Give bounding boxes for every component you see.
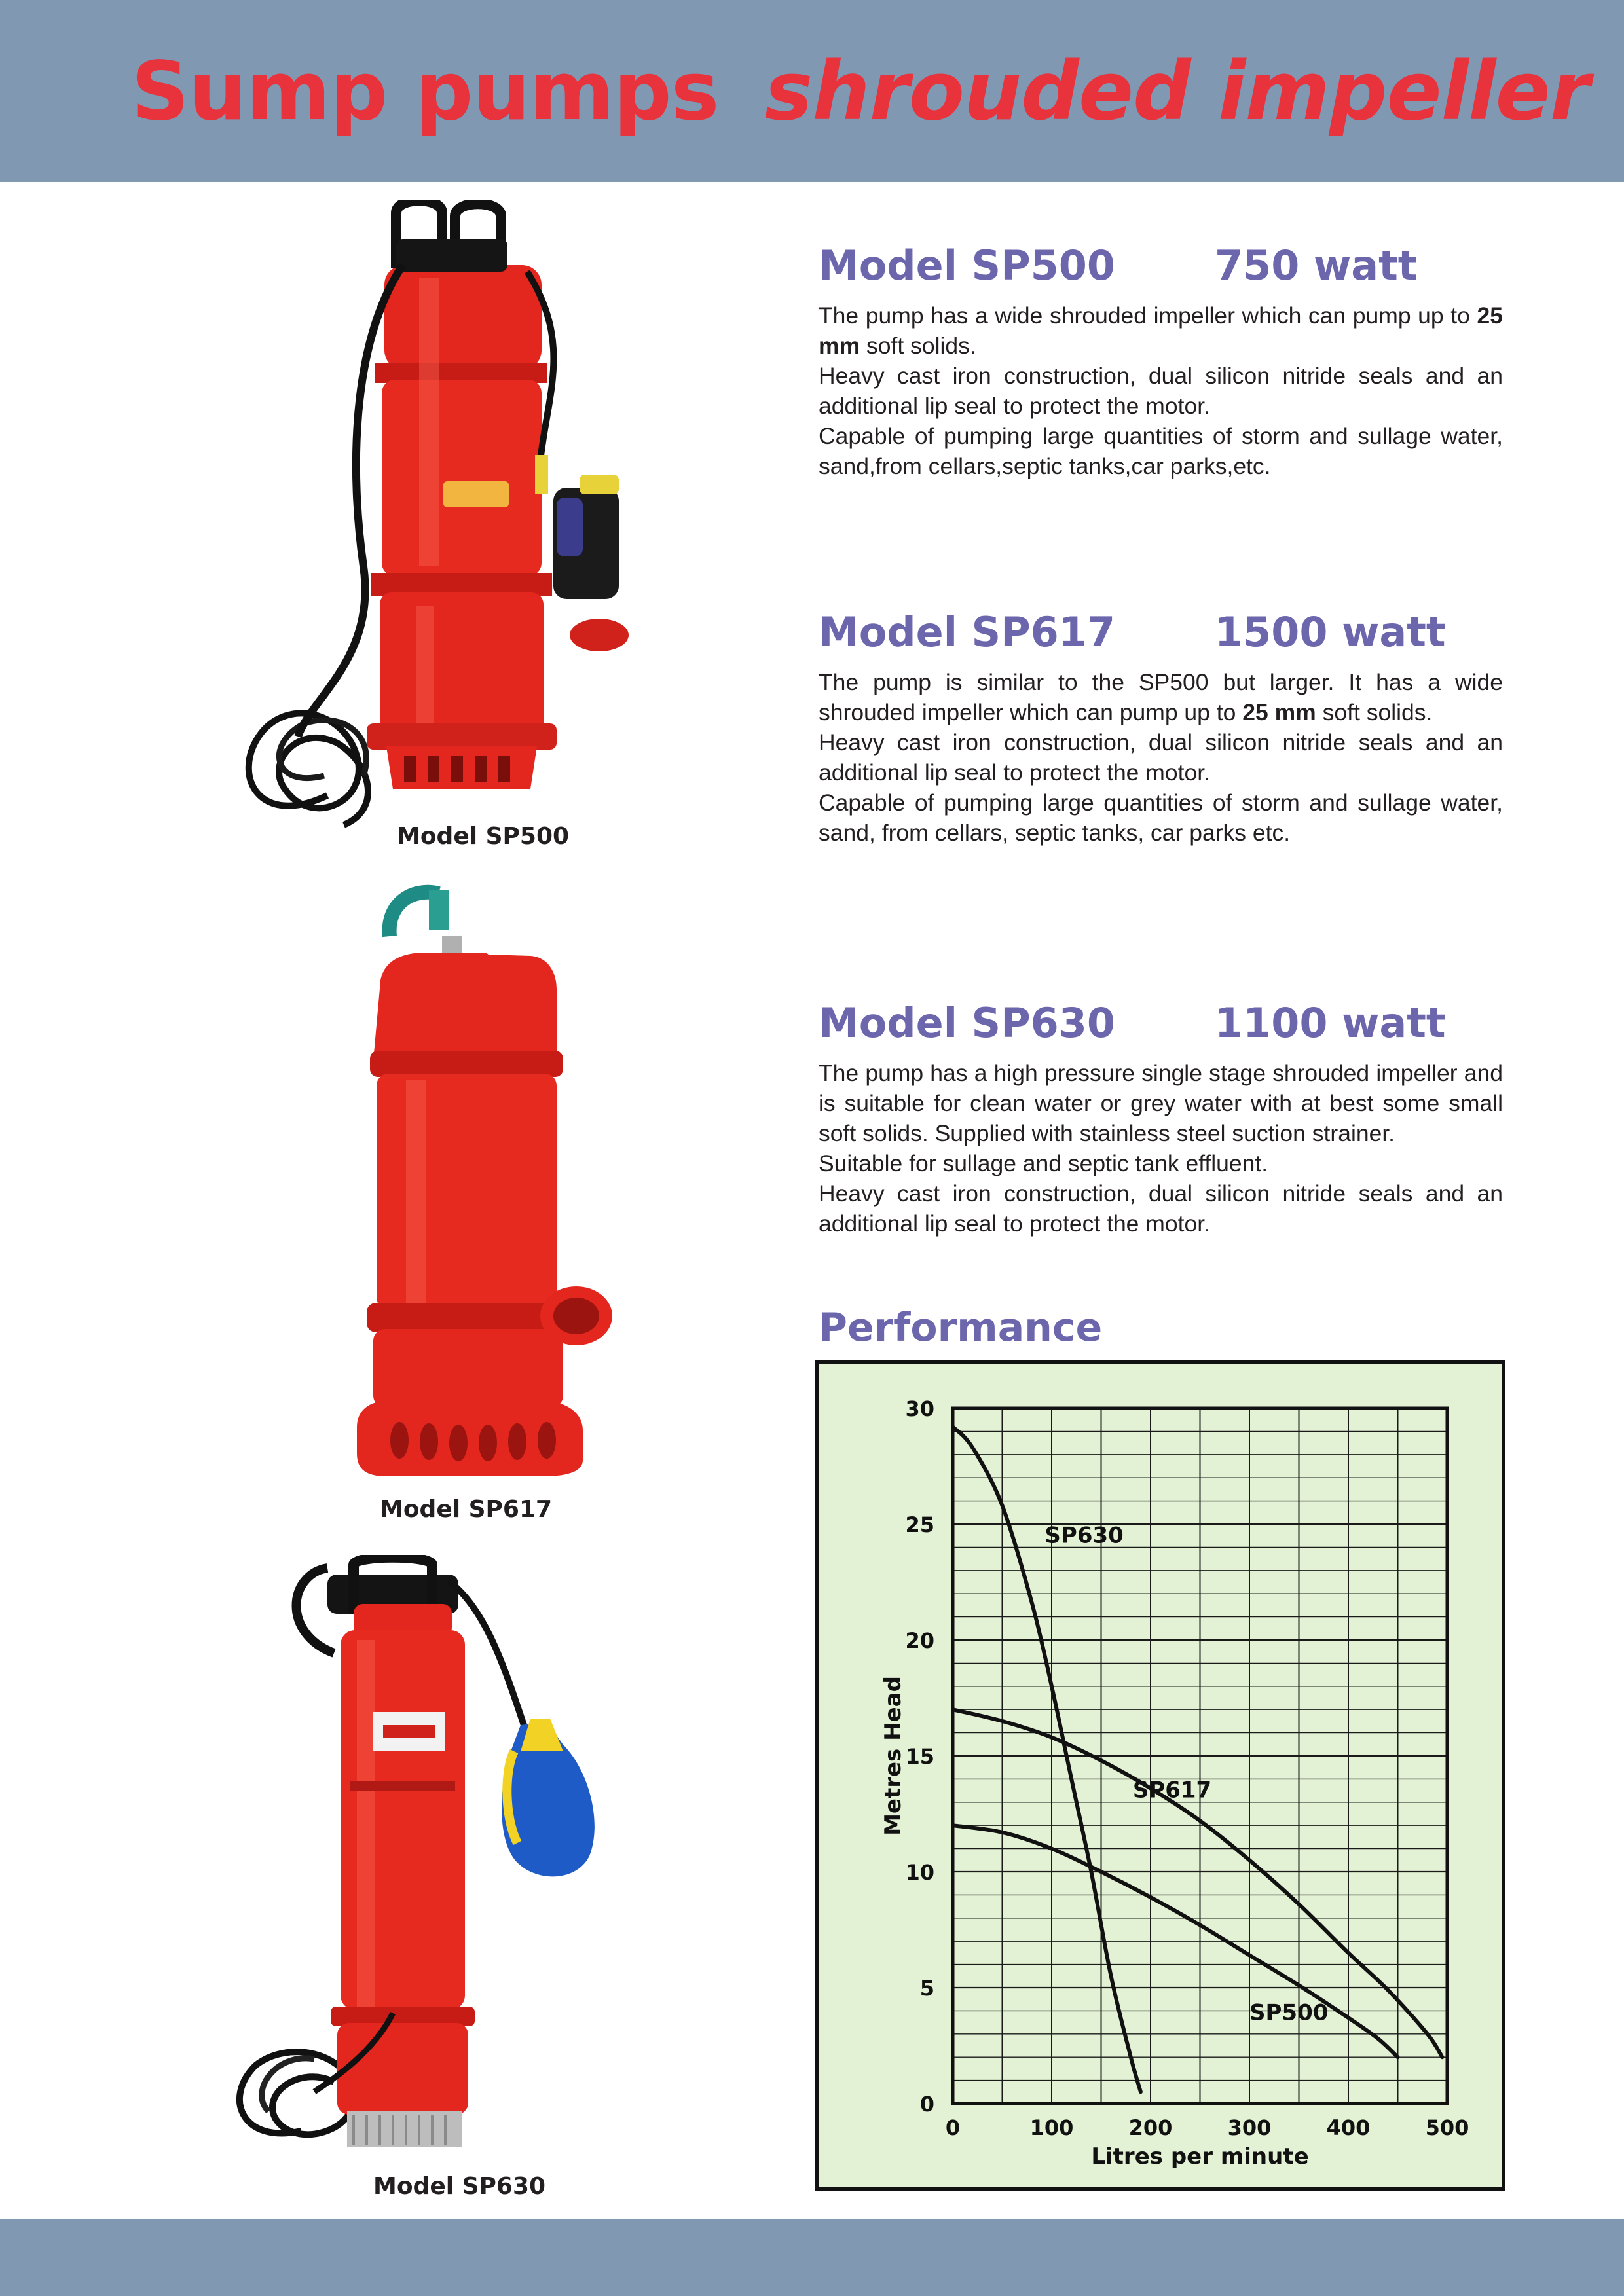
model-description: Capable of pumping large quantities of storm and sullage water, sand,from cellars,septic tanks,car parks,etc. <box>819 423 1503 479</box>
model-sp617-section <box>819 608 1503 848</box>
model-description: Heavy cast iron construction, dual silicon nitride seals and an additional lip seal to protect the motor. <box>819 729 1503 786</box>
photo-caption-sp500: Model SP500 <box>397 823 570 850</box>
y-tick-label: 10 <box>905 1860 934 1885</box>
page-title <box>131 45 1589 139</box>
series-label-sp630: SP630 <box>1044 1522 1124 1549</box>
title-part-1: Sump pumps <box>131 45 719 139</box>
model-description: Heavy cast iron construction, dual silicon nitride seals and an additional lip seal to protect the motor. <box>819 1180 1503 1237</box>
desc-text: The pump has a wide shrouded impeller which can pump up to <box>819 302 1477 329</box>
desc-bold: 25 mm <box>1242 699 1316 725</box>
model-name: Model SP630 <box>819 999 1116 1047</box>
model-power: 1100 watt <box>1215 999 1446 1047</box>
performance-heading: Performance <box>819 1305 1103 1351</box>
desc-text: soft solids. <box>860 333 976 359</box>
model-name: Model SP617 <box>819 608 1116 656</box>
model-heading-sp630 <box>819 999 1503 1047</box>
pump-photo-sp617 <box>341 884 616 1480</box>
model-heading-sp617 <box>819 608 1503 656</box>
x-tick-label: 200 <box>1128 2115 1173 2140</box>
performance-chart-frame <box>815 1360 1505 2191</box>
model-sp630-section <box>819 999 1503 1239</box>
x-tick-label: 0 <box>945 2115 961 2140</box>
model-description <box>819 301 1503 361</box>
model-description: Suitable for sullage and septic tank effluent. <box>819 1150 1268 1176</box>
model-name: Model SP500 <box>819 242 1116 289</box>
desc-text: The pump is similar to the SP500 but larger. It has a wide shrouded impeller which can pump up to <box>819 669 1503 725</box>
y-tick-label: 5 <box>919 1976 934 2001</box>
footer-band <box>0 2219 1624 2296</box>
x-tick-label: 300 <box>1227 2115 1272 2140</box>
model-description: Heavy cast iron construction, dual silicon nitride seals and an additional lip seal to protect the motor. <box>819 363 1503 419</box>
model-description: Capable of pumping large quantities of storm and sullage water, sand, from cellars, septic tanks, car parks etc. <box>819 790 1503 846</box>
x-tick-label: 400 <box>1326 2115 1371 2140</box>
x-axis-label: Litres per minute <box>1091 2143 1309 2170</box>
series-label-sp617: SP617 <box>1132 1777 1212 1804</box>
y-tick-label: 0 <box>919 2092 934 2117</box>
photo-caption-sp630: Model SP630 <box>373 2173 546 2200</box>
title-part-2: shrouded impeller <box>764 45 1589 139</box>
x-tick-label: 500 <box>1425 2115 1469 2140</box>
x-tick-label: 100 <box>1029 2115 1074 2140</box>
performance-chart <box>819 1364 1502 2187</box>
model-description: The pump has a high pressure single stage shrouded impeller and is suitable for clean water or grey water with at best some small soft solids. Supplied with stainless steel suction strainer. <box>819 1060 1503 1146</box>
pump-photo-sp630 <box>223 1555 629 2164</box>
y-tick-label: 25 <box>905 1512 934 1537</box>
model-power: 750 watt <box>1215 242 1418 289</box>
desc-text: soft solids. <box>1316 699 1433 725</box>
y-tick-label: 15 <box>905 1744 934 1769</box>
desc-bold: 25 mm <box>819 302 1503 359</box>
y-tick-label: 30 <box>905 1396 934 1421</box>
model-description <box>819 667 1503 727</box>
series-label-sp500: SP500 <box>1249 1999 1329 2026</box>
y-axis-label: Metres Head <box>880 1676 906 1836</box>
model-heading-sp500 <box>819 242 1503 289</box>
y-tick-label: 20 <box>905 1628 934 1653</box>
model-sp500-section <box>819 242 1503 481</box>
photo-caption-sp617: Model SP617 <box>380 1496 553 1523</box>
model-power: 1500 watt <box>1215 608 1446 656</box>
pump-photo-sp500 <box>232 200 638 867</box>
